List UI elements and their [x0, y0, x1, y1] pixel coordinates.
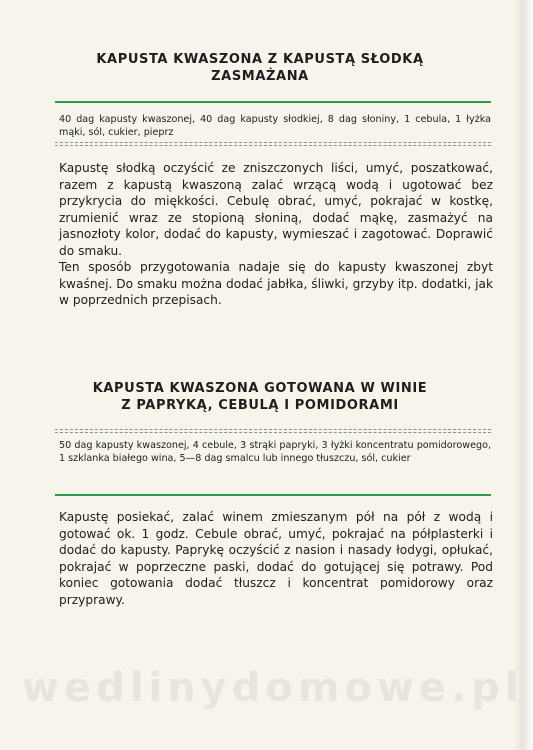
recipe1-instructions — [59, 160, 493, 309]
recipe2-title-line1: KAPUSTA KWASZONA GOTOWANA W WINIE — [92, 381, 428, 396]
recipe2-instructions — [59, 509, 493, 608]
recipe1-title-line2: ZASMAŻANA — [211, 69, 309, 84]
page-edge — [515, 0, 533, 750]
recipe2-ingredients-bottom-rule — [55, 494, 491, 496]
recipe1-ingredients: 40 dag kapusty kwaszonej, 40 dag kapusty słodkiej, 8 dag słoniny, 1 cebula, 1 łyżka mąki, sól, cukier, pieprz — [59, 114, 491, 138]
recipe1-instructions-paragraph: Kapustę słodką oczyścić ze zniszczonych liści, umyć, poszatkować, razem z kapustą kwaszoną zalać wrzącą wodą i ugotować bez przykrycia do miękkości. Cebulę obrać, umyć, pokrajać w kostkę, zrumienić wraz ze stopioną słoniną, dodać mąkę, zasmażyć na jasnozłoty kolor, dodać do kapusty, wymieszać i zagotować. Doprawić do smaku. — [59, 161, 493, 258]
recipe1-instructions-paragraph: Ten sposób przygotowania nadaje się do kapusty kwaszonej zbyt kwaśnej. Do smaku można dodać jabłka, śliwki, grzyby itp. dodatki, jak w poprzednich przepisach. — [59, 260, 493, 307]
recipe2-ingredients: 50 dag kapusty kwaszonej, 4 cebule, 3 strąki papryki, 3 łyżki koncentratu pomidorowego, 1 szklanka białego wina, 5—8 dag smalcu lub innego tłuszczu, sól, cukier — [59, 440, 491, 464]
recipe1-ingredients-bottom-rule-1 — [55, 142, 491, 143]
recipe2-ingredients-top-rule-1 — [55, 429, 491, 430]
recipe1-title-line1: KAPUSTA KWASZONA Z KAPUSTĄ SŁODKĄ — [96, 52, 424, 67]
recipe1-title — [40, 51, 480, 85]
watermark: wedlinydomowe.pl — [22, 665, 524, 711]
recipe2-ingredients-top-rule-2 — [55, 432, 491, 433]
recipe1-ingredients-top-rule — [55, 101, 491, 103]
recipe1-ingredients-bottom-rule-2 — [55, 145, 491, 146]
recipe2-title-line2: Z PAPRYKĄ, CEBULĄ I POMIDORAMI — [121, 398, 399, 413]
recipe2-title — [40, 380, 480, 414]
recipe2-instructions-paragraph: Kapustę posiekać, zalać winem zmieszanym pół na pół z wodą i gotować ok. 1 godz. Cebule obrać, umyć, pokrajać na półplasterki i dodać do kapusty. Paprykę oczyścić z nasion i nasady łodygi, opłukać, pokrajać w poprzeczne paski, dodać do gotującej się potrawy. Pod koniec gotowania dodać tłuszcz i koncentrat pomidorowy oraz przyprawy. — [59, 510, 493, 607]
